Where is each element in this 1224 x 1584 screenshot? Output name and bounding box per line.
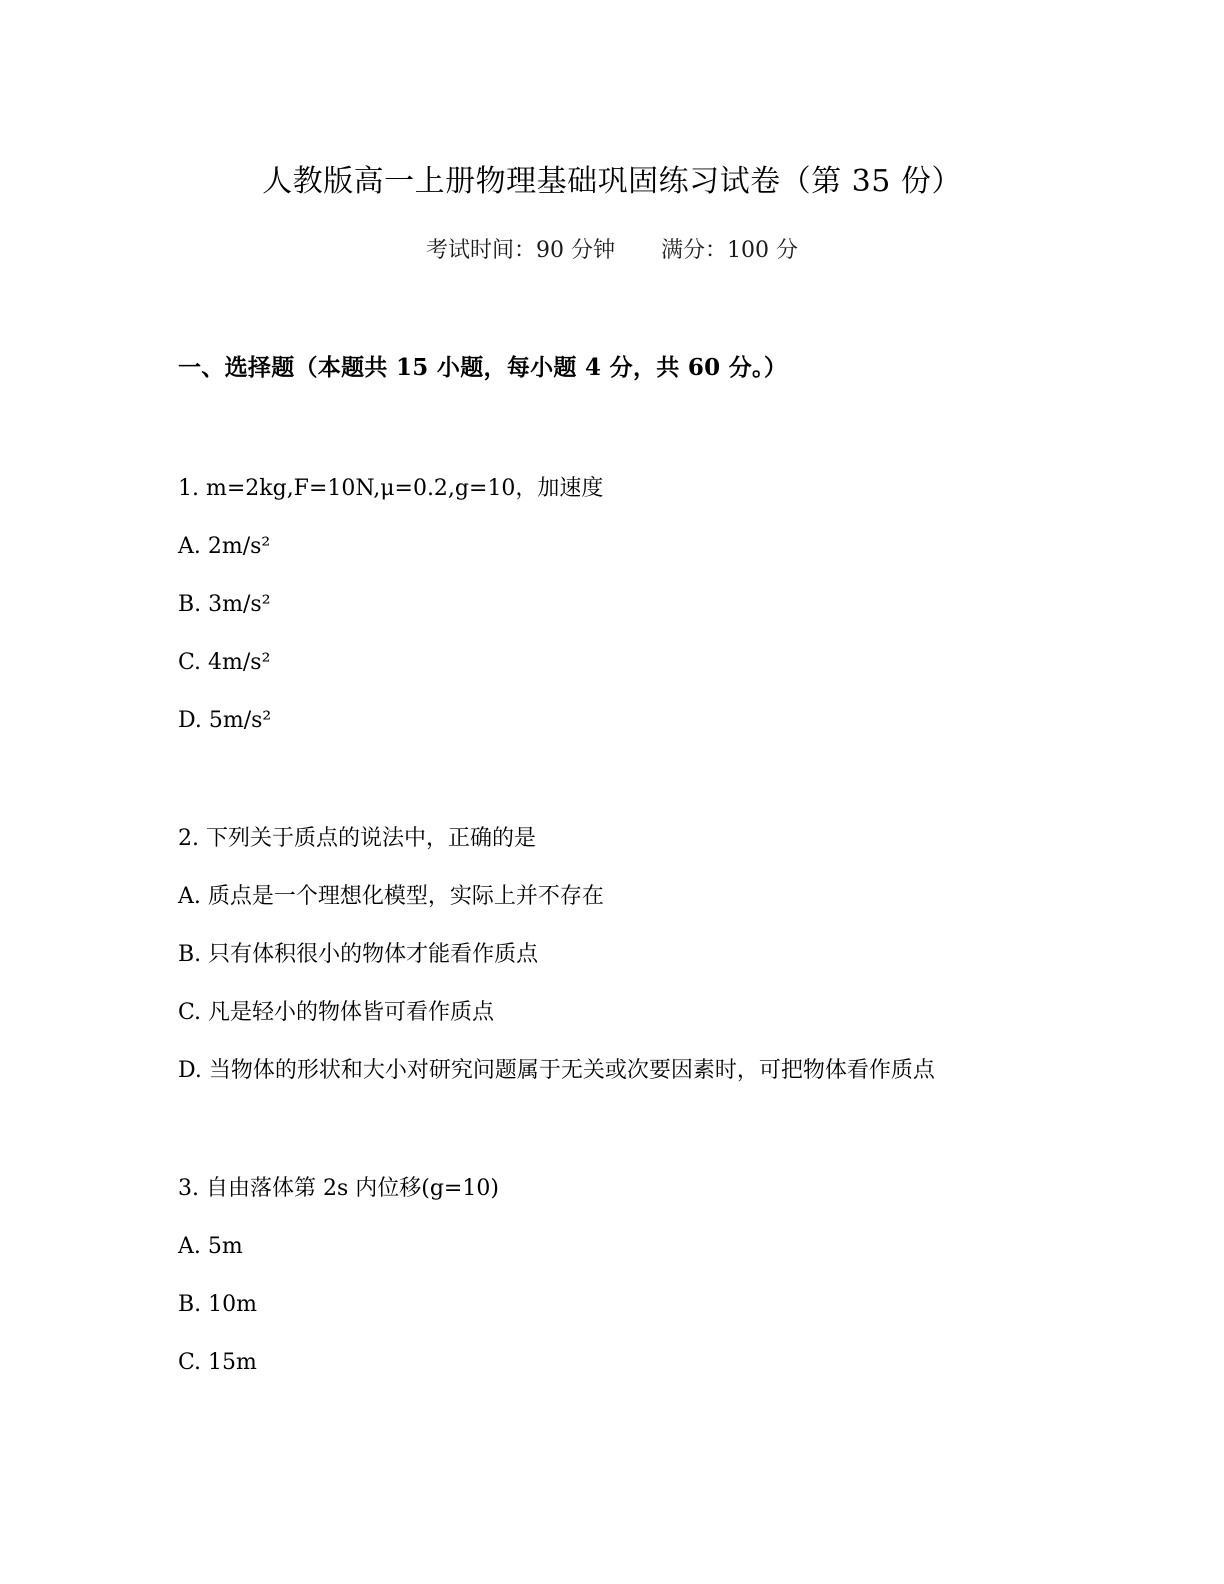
exam-meta [0,234,1224,268]
question-3-option-c: C. 15m [178,1350,257,1375]
exam-title: 人教版高一上册物理基础巩固练习试卷（第 35 份） [262,164,962,199]
exam-full-score: 满分：100 分 [661,238,798,263]
question-1-option-b: B. 3m/s² [178,592,271,617]
question-2-option-a: A. 质点是一个理想化模型，实际上并不存在 [178,884,604,909]
question-3-option-a: A. 5m [178,1234,243,1259]
exam-duration: 考试时间：90 分钟 [426,238,615,263]
question-3-option-b: B. 10m [178,1292,258,1317]
question-3-stem: 3. 自由落体第 2s 内位移(g=10) [178,1176,499,1201]
question-2-stem: 2. 下列关于质点的说法中，正确的是 [178,826,536,851]
question-1-option-a: A. 2m/s² [178,534,271,559]
question-2-option-b: B. 只有体积很小的物体才能看作质点 [178,942,539,967]
question-1-option-d: D. 5m/s² [178,708,272,733]
question-1-option-c: C. 4m/s² [178,650,271,675]
section-heading: 一、选择题（本题共 15 小题，每小题 4 分，共 60 分。） [178,354,788,381]
question-2-option-d: D. 当物体的形状和大小对研究问题属于无关或次要因素时，可把物体看作质点 [178,1058,935,1083]
question-1-stem: 1. m=2kg,F=10N,μ=0.2,g=10，加速度 [178,476,604,501]
question-2-option-c: C. 凡是轻小的物体皆可看作质点 [178,1000,495,1025]
